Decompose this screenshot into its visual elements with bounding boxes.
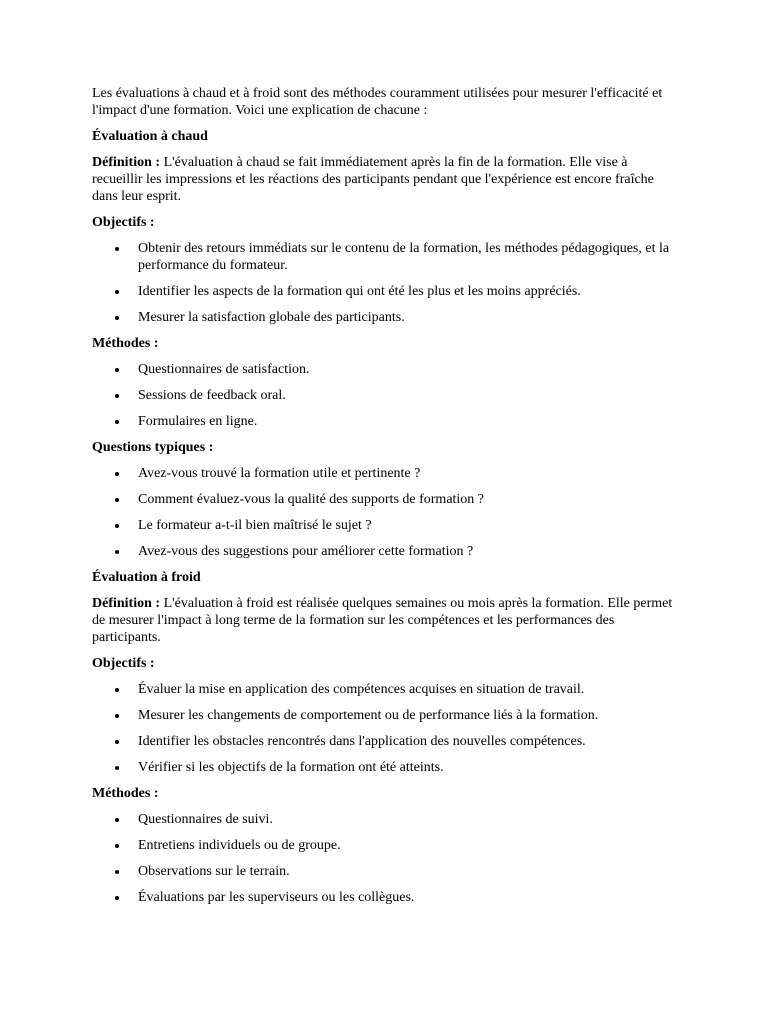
list-item-text: Mesurer la satisfaction globale des participants. bbox=[138, 310, 405, 325]
list-item bbox=[92, 707, 676, 724]
list-item-text: Formulaires en ligne. bbox=[138, 414, 258, 429]
list-item bbox=[92, 465, 676, 482]
list-item bbox=[92, 491, 676, 508]
methods-heading-chaud: Méthodes : bbox=[92, 336, 159, 351]
bullet-icon bbox=[115, 368, 119, 372]
list-item-text: Identifier les aspects de la formation qui ont été les plus et les moins appréciés. bbox=[138, 284, 581, 299]
definition-text: L'évaluation à froid est réalisée quelques semaines ou mois après la formation. Elle permet de mesurer l'impact à long terme de la formation sur les compétences et les performances des participants. bbox=[92, 596, 673, 645]
list-item-text: Sessions de feedback oral. bbox=[138, 388, 286, 403]
list-item bbox=[92, 517, 676, 534]
definition-text: L'évaluation à chaud se fait immédiatement après la fin de la formation. Elle vise à recueillir les impressions et les réactions des participants pendant que l'expérience est encore fraîche dans leur esprit. bbox=[92, 155, 654, 204]
list-item bbox=[92, 889, 676, 906]
bullet-icon bbox=[115, 472, 119, 476]
bullet-icon bbox=[115, 316, 119, 320]
list-item bbox=[92, 681, 676, 698]
objectives-list-froid bbox=[92, 681, 676, 776]
list-item-text: Vérifier si les objectifs de la formation ont été atteints. bbox=[138, 760, 444, 775]
bullet-icon bbox=[115, 524, 119, 528]
list-item bbox=[92, 309, 676, 326]
list-item-text: Entretiens individuels ou de groupe. bbox=[138, 838, 341, 853]
list-item-text: Avez-vous trouvé la formation utile et pertinente ? bbox=[138, 466, 421, 481]
list-item-text: Questionnaires de satisfaction. bbox=[138, 362, 310, 377]
questions-list-chaud bbox=[92, 465, 676, 560]
list-item bbox=[92, 759, 676, 776]
objectives-list-chaud bbox=[92, 240, 676, 326]
bullet-icon bbox=[115, 247, 119, 251]
list-item bbox=[92, 413, 676, 430]
bullet-icon bbox=[115, 740, 119, 744]
list-item-text: Mesurer les changements de comportement ou de performance liés à la formation. bbox=[138, 708, 599, 723]
list-item bbox=[92, 240, 676, 274]
list-item bbox=[92, 387, 676, 404]
list-item-text: Le formateur a-t-il bien maîtrisé le sujet ? bbox=[138, 518, 372, 533]
bullet-icon bbox=[115, 290, 119, 294]
list-item-text: Observations sur le terrain. bbox=[138, 864, 290, 879]
definition-term: Définition : bbox=[92, 155, 161, 170]
methods-heading-froid: Méthodes : bbox=[92, 786, 159, 801]
bullet-icon bbox=[115, 688, 119, 692]
list-item bbox=[92, 863, 676, 880]
list-item bbox=[92, 811, 676, 828]
bullet-icon bbox=[115, 550, 119, 554]
questions-heading-chaud: Questions typiques : bbox=[92, 440, 214, 455]
bullet-icon bbox=[115, 420, 119, 424]
methods-list-froid bbox=[92, 811, 676, 906]
list-item bbox=[92, 283, 676, 300]
section-heading-froid: Évaluation à froid bbox=[92, 570, 201, 585]
list-item-text: Évaluer la mise en application des compétences acquises en situation de travail. bbox=[138, 682, 585, 697]
list-item-text: Avez-vous des suggestions pour améliorer cette formation ? bbox=[138, 544, 474, 559]
bullet-icon bbox=[115, 766, 119, 770]
bullet-icon bbox=[115, 870, 119, 874]
definition-term: Définition : bbox=[92, 596, 161, 611]
list-item-text: Comment évaluez-vous la qualité des supports de formation ? bbox=[138, 492, 485, 507]
intro-paragraph: Les évaluations à chaud et à froid sont des méthodes couramment utilisées pour mesurer l'efficacité et l'impact d'une formation. Voici une explication de chacune : bbox=[92, 86, 663, 118]
bullet-icon bbox=[115, 498, 119, 502]
bullet-icon bbox=[115, 394, 119, 398]
list-item-text: Obtenir des retours immédiats sur le contenu de la formation, les méthodes pédagogiques, et la performance du formateur. bbox=[138, 241, 670, 273]
list-item bbox=[92, 361, 676, 378]
section-heading-chaud: Évaluation à chaud bbox=[92, 129, 208, 144]
methods-list-chaud bbox=[92, 361, 676, 430]
list-item bbox=[92, 543, 676, 560]
list-item-text: Évaluations par les superviseurs ou les collègues. bbox=[138, 890, 415, 905]
objectives-heading-froid: Objectifs : bbox=[92, 656, 155, 671]
definition-chaud bbox=[92, 154, 676, 205]
list-item bbox=[92, 837, 676, 854]
definition-froid bbox=[92, 595, 676, 646]
bullet-icon bbox=[115, 844, 119, 848]
objectives-heading-chaud: Objectifs : bbox=[92, 215, 155, 230]
list-item-text: Questionnaires de suivi. bbox=[138, 812, 273, 827]
bullet-icon bbox=[115, 818, 119, 822]
list-item bbox=[92, 733, 676, 750]
bullet-icon bbox=[115, 714, 119, 718]
list-item-text: Identifier les obstacles rencontrés dans l'application des nouvelles compétences. bbox=[138, 734, 586, 749]
bullet-icon bbox=[115, 896, 119, 900]
